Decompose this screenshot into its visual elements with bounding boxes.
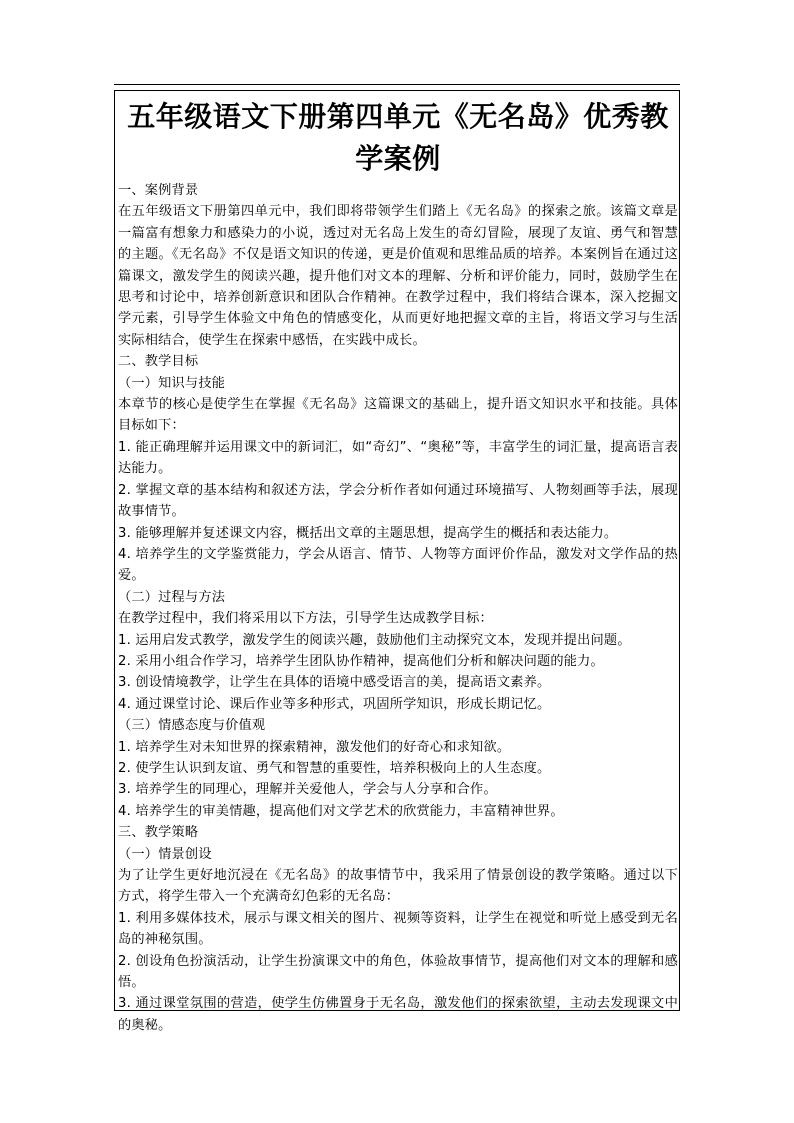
section-heading-objectives: 二、教学目标 <box>118 354 199 370</box>
list-item: 3. 能够理解并复述课文内容，概括出文章的主题思想，提高学生的概括和表达能力。 <box>118 525 618 541</box>
list-item: 2. 创设角色扮演活动，让学生扮演课文中的角色，体验故事情节，提高他们对文本的理解和感悟。 <box>118 953 678 991</box>
document-body <box>118 96 678 1036</box>
list-item: 3. 通过课堂氛围的营造，使学生仿佛置身于无名岛，激发他们的探索欲望，主动去发现课文中的奥秘。 <box>118 996 678 1033</box>
list-item: 2. 掌握文章的基本结构和叙述方法，学会分析作者如何通过环境描写、人物刻画等手法，展现故事情节。 <box>118 482 678 520</box>
list-item: 2. 使学生认识到友谊、勇气和智慧的重要性，培养积极向上的人生态度。 <box>118 760 551 776</box>
list-item: 4. 通过课堂讨论、课后作业等多种形式，巩固所学知识，形成长期记忆。 <box>118 696 551 712</box>
list-item: 3. 创设情境教学，让学生在具体的语境中感受语言的美，提高语文素养。 <box>118 675 551 691</box>
subheading-process-methods: （二）过程与方法 <box>118 589 226 605</box>
list-item: 2. 采用小组合作学习，培养学生团队协作精神，提高他们分析和解决问题的能力。 <box>118 653 604 669</box>
background-paragraph: 在五年级语文下册第四单元中，我们即将带领学生们踏上《无名岛》的探索之旅。该篇文章是一篇富有想象力和感染力的小说，透过对无名岛上发生的奇幻冒险，展现了友谊、勇气和智慧的主题。《无名岛》不仅是语文知识的传递，更是价值观和思维品质的培养。本案例旨在通过这篇课文，激发学生的阅读兴趣，提升他们对文本的理解、分析和评价能力，同时，鼓励学生在思考和讨论中，培养创新意识和团队合作精神。在教学过程中，我们将结合课本，深入挖掘文学元素，引导学生体验文中角色的情感变化，从而更好地把握文章的主旨，将语文学习与生活实际相结合，使学生在探索中感悟，在实践中成长。 <box>118 204 678 348</box>
list-item: 1. 能正确理解并运用课文中的新词汇，如“奇幻”、“奥秘”等，丰富学生的词汇量，提高语言表达能力。 <box>118 439 678 477</box>
methods-intro-paragraph: 在教学过程中，我们将采用以下方法，引导学生达成教学目标： <box>118 611 493 627</box>
subheading-knowledge-skills: （一）知识与技能 <box>118 375 226 391</box>
subheading-emotion-values: （三）情感态度与价值观 <box>118 718 266 734</box>
list-item: 1. 运用启发式教学，激发学生的阅读兴趣，鼓励他们主动探究文本，发现并提出问题。 <box>118 632 631 648</box>
knowledge-intro-paragraph: 本章节的核心是使学生在掌握《无名岛》这篇课文的基础上，提升语文知识水平和技能。具体目标如下： <box>118 397 678 434</box>
table-top-border <box>114 84 680 85</box>
list-item: 4. 培养学生的审美情趣，提高他们对文学艺术的欣赏能力，丰富精神世界。 <box>118 803 564 819</box>
list-item: 1. 培养学生对未知世界的探索精神，激发他们的好奇心和求知欲。 <box>118 739 511 755</box>
subheading-scenario: （一）情景创设 <box>118 846 212 862</box>
section-heading-background: 一、案例背景 <box>118 183 199 198</box>
document-title: 五年级语文下册第四单元《无名岛》优秀教学案例 <box>127 100 669 175</box>
list-item: 4. 培养学生的文学鉴赏能力，学会从语言、情节、人物等方面评价作品，激发对文学作品的热爱。 <box>118 546 678 584</box>
scenario-intro-paragraph: 为了让学生更好地沉浸在《无名岛》的故事情节中，我采用了情景创设的教学策略。通过以下方式，将学生带入一个充满奇幻色彩的无名岛： <box>118 868 678 905</box>
section-heading-strategy: 三、教学策略 <box>118 825 199 841</box>
list-item: 1. 利用多媒体技术，展示与课文相关的图片、视频等资料，让学生在视觉和听觉上感受到无名岛的神秘氛围。 <box>118 910 678 948</box>
list-item: 3. 培养学生的同理心，理解并关爱他人，学会与人分享和合作。 <box>118 782 497 798</box>
